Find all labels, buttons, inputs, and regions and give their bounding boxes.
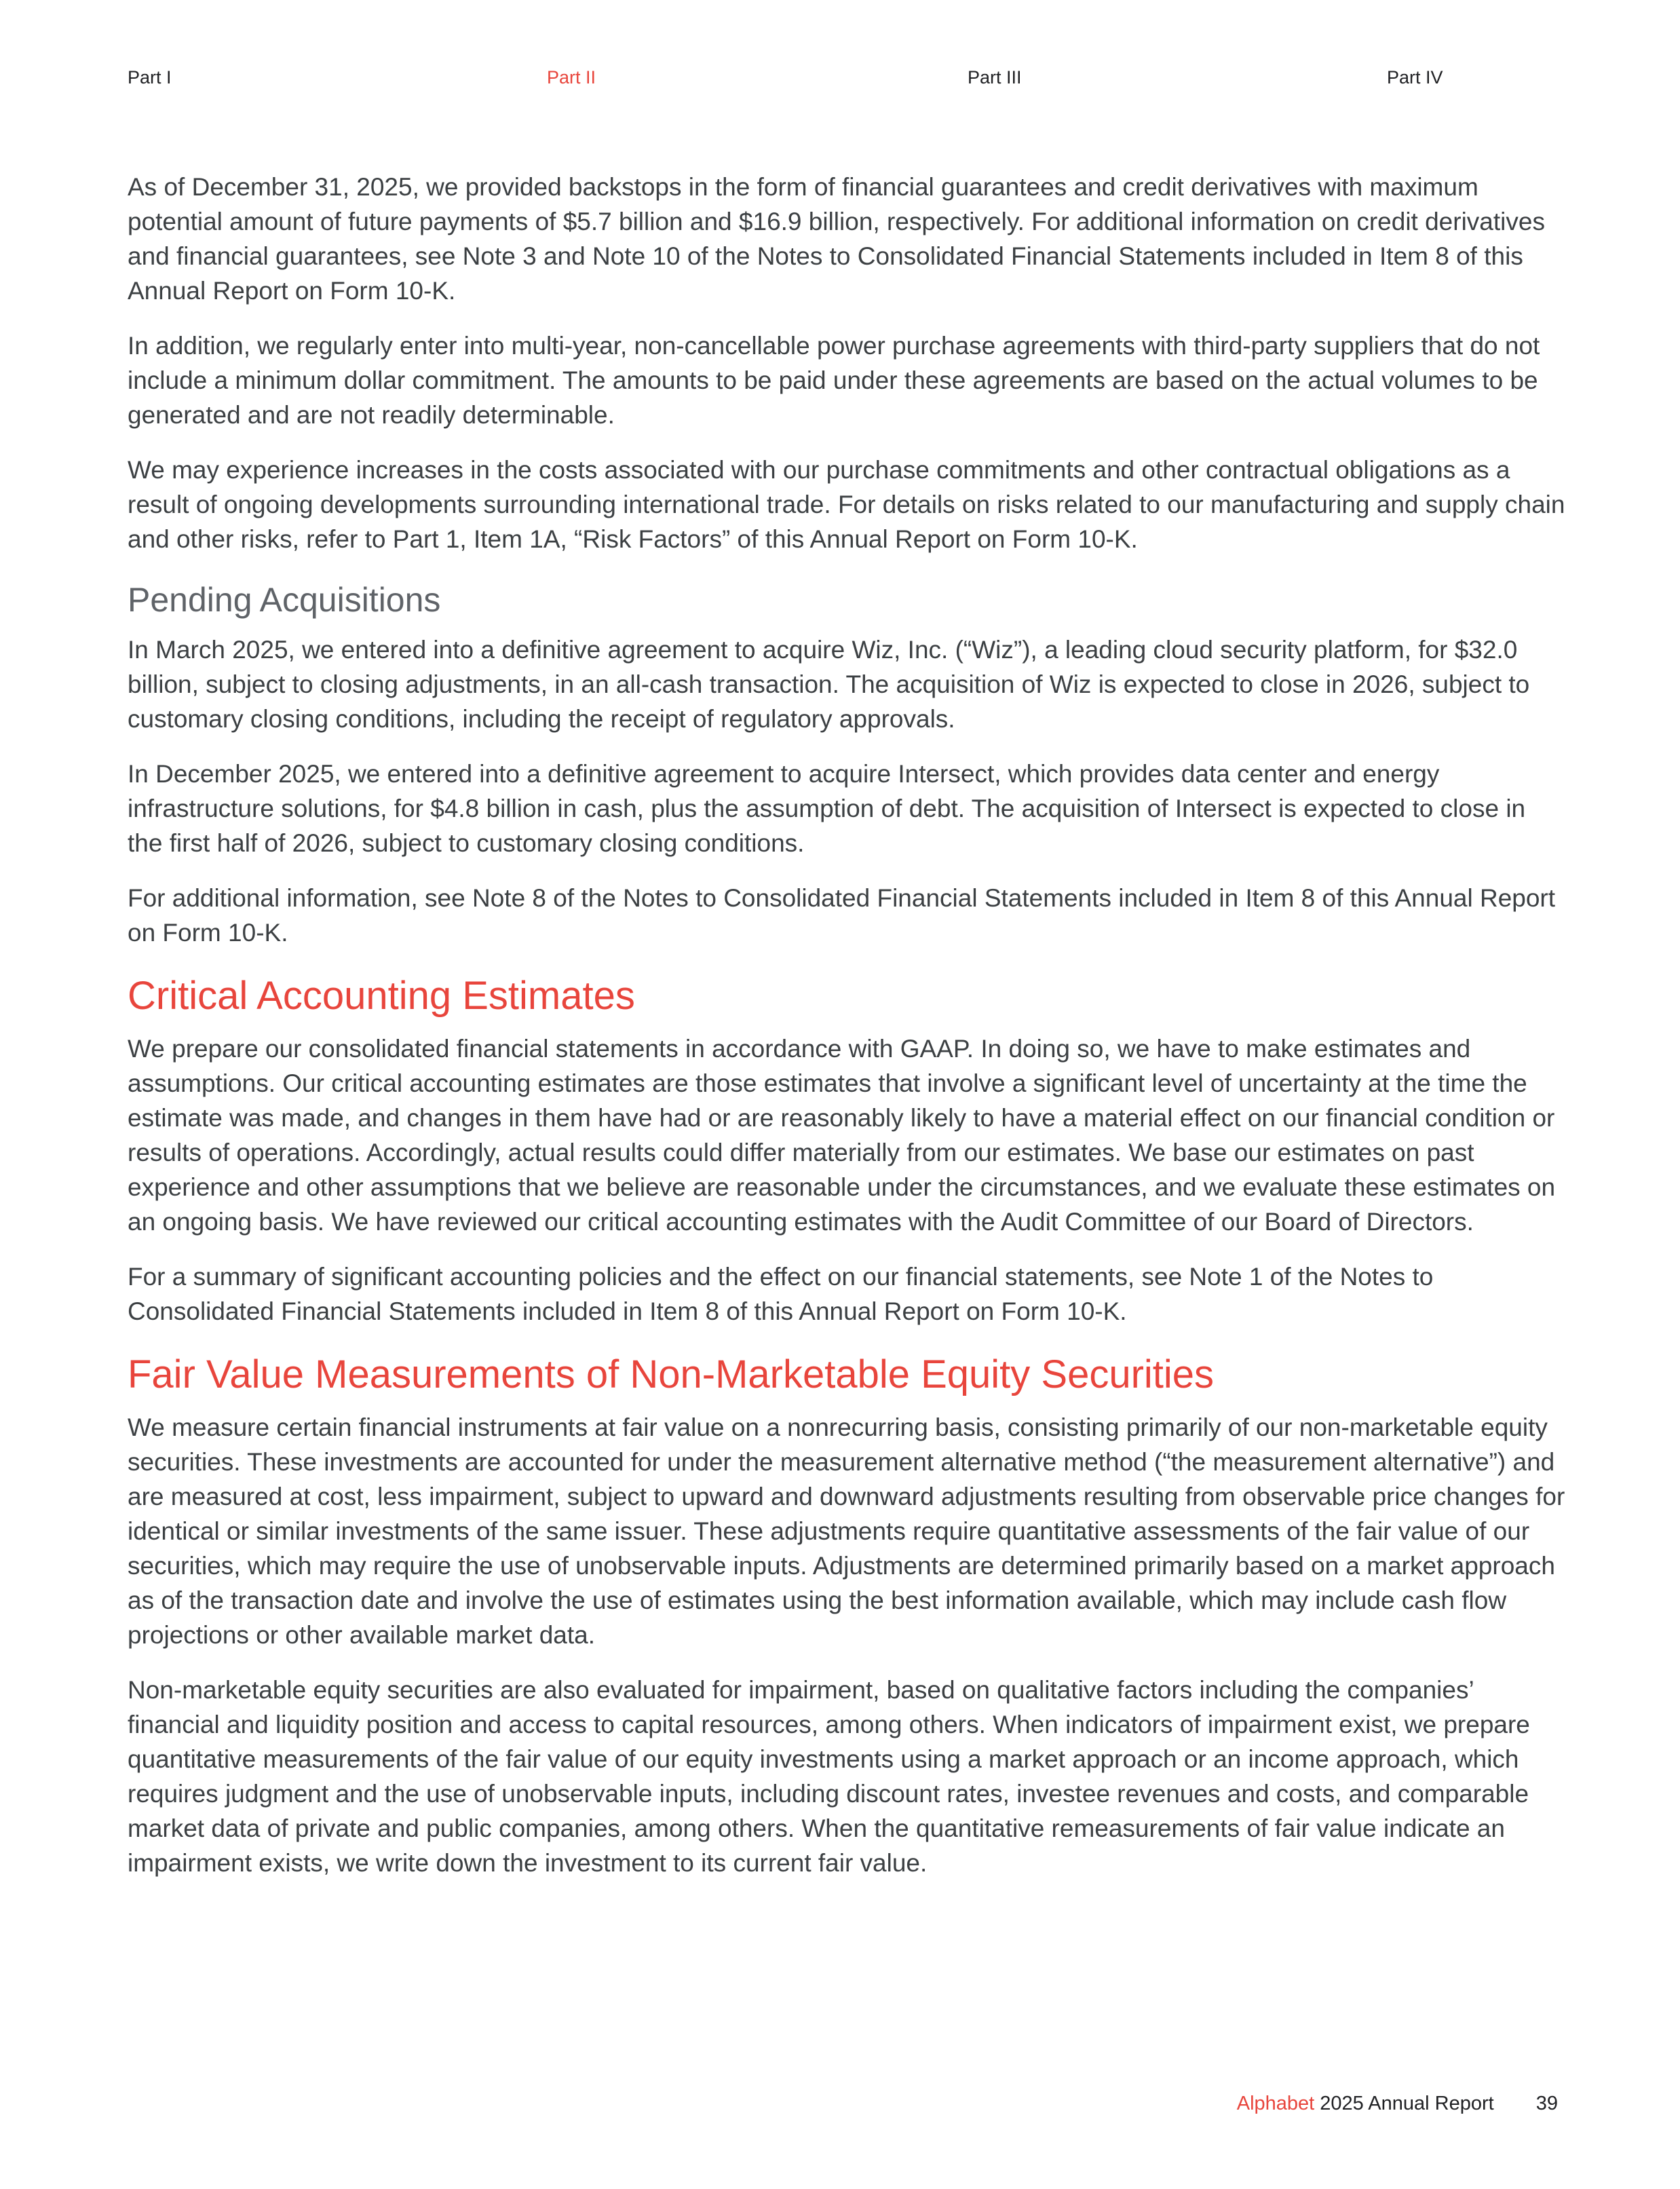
part-navigation [0, 65, 1680, 92]
document-body [128, 170, 1566, 1901]
paragraph-power-purchase: In addition, we regularly enter into multi-year, non-cancellable power purchase agreements with third-party suppliers that do not include a minimum dollar commitment. The amounts to be paid under these agreements are based on the actual volumes to be generated and are not readily determinable. [128, 332, 1540, 429]
paragraph-note-8: For additional information, see Note 8 of the Notes to Consolidated Financial Statements included in Item 8 of this Annual Report on Form 10-K. [128, 884, 1556, 947]
paragraph-accounting-policies: For a summary of significant accounting policies and the effect on our financial statements, see Note 1 of the Notes to Consolidated Financial Statements included in Item 8 of this Annual Report on Form 10-K. [128, 1263, 1434, 1325]
heading-fair-value-measurements: Fair Value Measurements of Non-Marketable Equity Securities [128, 1352, 1215, 1396]
paragraph-wiz: In March 2025, we entered into a definitive agreement to acquire Wiz, Inc. (“Wiz”), a leading cloud security platform, for $32.0 billion, subject to closing adjustments, in an all-cash transaction. The acquisition of Wiz is expected to close in 2026, subject to customary closing conditions, including the receipt of regulatory approvals. [128, 636, 1530, 733]
nav-part-iv-link[interactable]: Part IV [1387, 67, 1443, 88]
footer-report-title: 2025 Annual Report [1320, 2093, 1494, 2114]
nav-part-i-link[interactable]: Part I [128, 67, 172, 88]
page-number: 39 [1535, 2093, 1558, 2114]
footer-brand: Alphabet [1236, 2093, 1315, 2114]
heading-critical-accounting-estimates: Critical Accounting Estimates [128, 974, 635, 1018]
paragraph-trade-costs: We may experience increases in the costs associated with our purchase commitments and other contractual obligations as a result of ongoing developments surrounding international trade. For details on risks related to our manufacturing and supply chain and other risks, refer to Part 1, Item 1A, “Risk Factors” of this Annual Report on Form 10-K. [128, 456, 1565, 553]
nav-part-ii-link[interactable]: Part II [547, 67, 596, 88]
heading-pending-acquisitions: Pending Acquisitions [128, 581, 441, 619]
paragraph-impairment: Non-marketable equity securities are also evaluated for impairment, based on qualitative factors including the companies’ financial and liquidity position and access to capital resources, among others. When indicators of impairment exist, we prepare quantitative measurements of the fair value of our equity investments using a market approach or an income approach, which requires judgment and the use of unobservable inputs, including discount rates, investee revenues and costs, and comparable market data of private and public companies, among others. When the quantitative remeasurements of fair value indicate an impairment exists, we write down the investment to its current fair value. [128, 1676, 1530, 1877]
page-footer [1237, 2090, 1558, 2117]
nav-part-iii-link[interactable]: Part III [968, 67, 1022, 88]
paragraph-intersect: In December 2025, we entered into a definitive agreement to acquire Intersect, which provides data center and energy infrastructure solutions, for $4.8 billion in cash, plus the assumption of debt. The acquisition of Intersect is expected to close in the first half of 2026, subject to customary closing conditions. [128, 760, 1526, 857]
paragraph-backstops: As of December 31, 2025, we provided backstops in the form of financial guarantees and credit derivatives with maximum potential amount of future payments of $5.7 billion and $16.9 billion, respectively. For additional information on credit derivatives and financial guarantees, see Note 3 and Note 10 of the Notes to Consolidated Financial Statements included in Item 8 of this Annual Report on Form 10-K. [128, 173, 1545, 305]
paragraph-measurement-alternative: We measure certain financial instruments at fair value on a nonrecurring basis, consisting primarily of our non-marketable equity securities. These investments are accounted for under the measurement alternative method (“the measurement alternative”) and are measured at cost, less impairment, subject to upward and downward adjustments resulting from observable price changes for identical or similar investments of the same issuer. These adjustments require quantitative assessments of the fair value of our securities, which may require the use of unobservable inputs. Adjustments are determined primarily based on a market approach as of the transaction date and involve the use of estimates using the best information available, which may include cash flow projections or other available market data. [128, 1413, 1565, 1649]
paragraph-gaap-estimates: We prepare our consolidated financial statements in accordance with GAAP. In doing so, we have to make estimates and assumptions. Our critical accounting estimates are those estimates that involve a significant level of uncertainty at the time the estimate was made, and changes in them have had or are reasonably likely to have a material effect on our financial condition or results of operations. Accordingly, actual results could differ materially from our estimates. We base our estimates on past experience and other assumptions that we believe are reasonable under the circumstances, and we evaluate these estimates on an ongoing basis. We have reviewed our critical accounting estimates with the Audit Committee of our Board of Directors. [128, 1035, 1556, 1236]
